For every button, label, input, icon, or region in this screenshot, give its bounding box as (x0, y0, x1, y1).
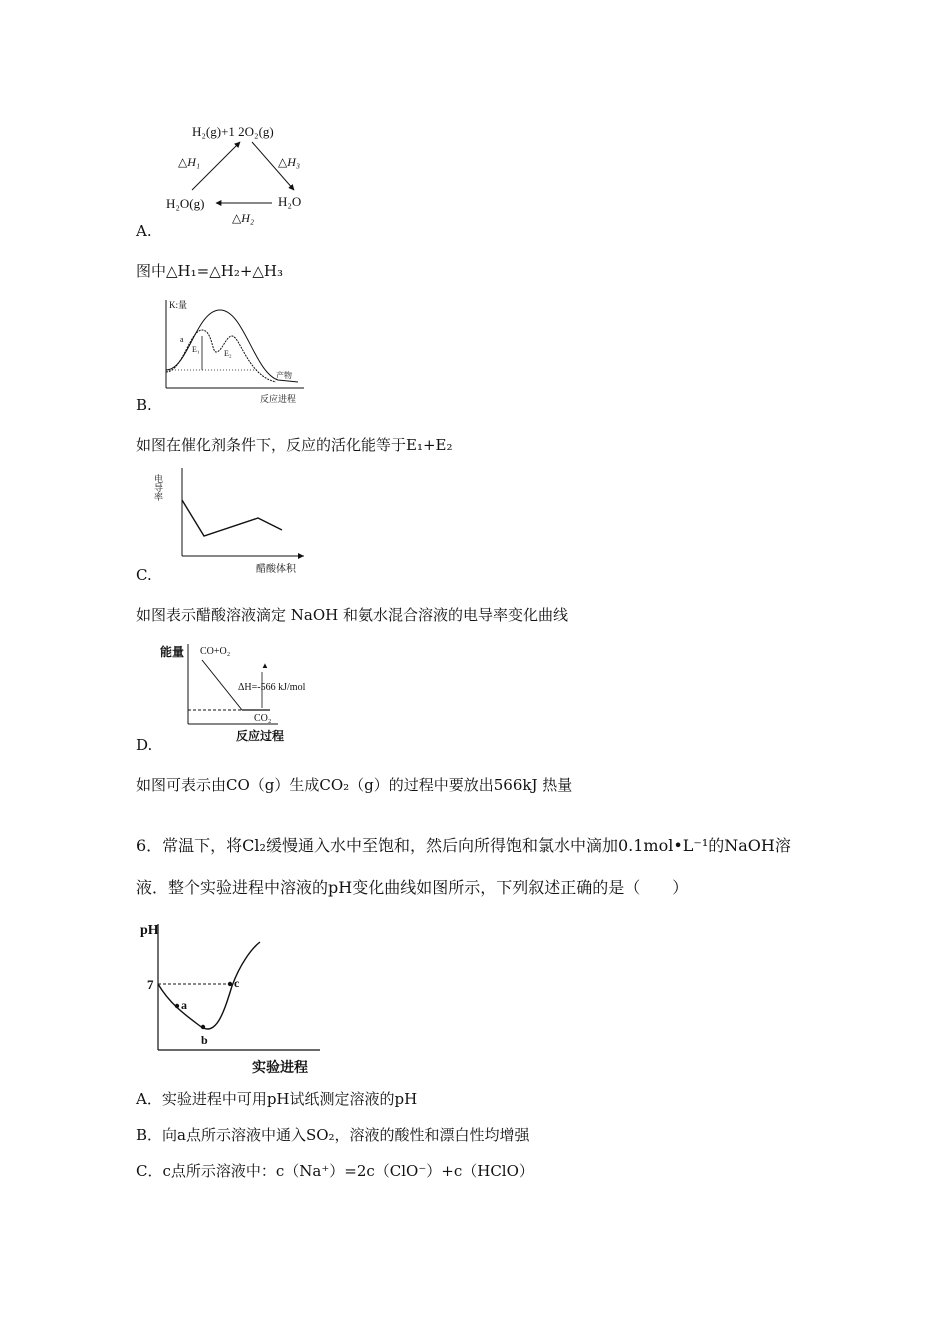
fig-a-right-label: H₂O (278, 194, 302, 209)
figure-q6-ph-curve (140, 918, 330, 1078)
q6-fig-curve (158, 942, 260, 1029)
q6-fig-ylabel: pH (140, 923, 159, 938)
q6-fig-b: b (201, 1033, 208, 1047)
q6-stem-line2: 液．整个实验进程中溶液的pH变化曲线如图所示，下列叙述正确的是（ ） (136, 878, 689, 897)
q6-fig-xlabel: 实验进程 (252, 1061, 308, 1076)
q6-fig-seven: 7 (147, 977, 154, 992)
fig-b-e1: E₁ (192, 345, 200, 354)
q6-fig-a: a (181, 998, 187, 1012)
fig-a-dh2: △H₂ (232, 211, 255, 225)
figure-a-enthalpy-cycle (160, 118, 330, 228)
option-c-letter: C. (136, 566, 152, 584)
fig-a-dh3: △H₃ (278, 155, 301, 169)
fig-d-reactant: CO+O₂ (200, 646, 231, 657)
option-a-statement: 图中△H₁=△H₂+△H₃ (136, 262, 284, 280)
fig-b-a: a (180, 335, 184, 344)
fig-c-ylabel: 电导率 (153, 474, 163, 501)
figure-d-energy (158, 638, 328, 746)
fig-b-ylabel: K:量 (169, 300, 188, 310)
fig-d-ylabel: 能量 (160, 645, 185, 659)
fig-b-product: 产物 (276, 371, 292, 380)
option-d-letter: D. (136, 736, 153, 754)
option-b-statement: 如图在催化剂条件下，反应的活化能等于E₁+E₂ (136, 436, 453, 454)
fig-a-left-label: H₂O(g) (166, 196, 205, 211)
q6-stem-line1: 6．常温下，将Cl₂缓慢通入水中至饱和，然后向所得饱和氯水中滴加0.1mol•L⁻¹的NaOH溶 (136, 836, 791, 855)
fig-c-xlabel: 醋酸体积 (256, 564, 296, 575)
svg-text:▲: ▲ (261, 661, 269, 670)
option-a-letter: A. (136, 222, 152, 240)
q6-fig-c: c (234, 976, 240, 990)
fig-d-dh: ΔH=-566 kJ/mol (238, 682, 306, 693)
q6-choice-c: C．c点所示溶液中：c（Na⁺）=2c（ClO⁻）+c（HClO） (136, 1162, 534, 1180)
fig-d-product: CO₂ (254, 713, 272, 724)
fig-d-xlabel: 反应过程 (236, 729, 285, 743)
option-d-statement: 如图可表示由CO（g）生成CO₂（g）的过程中要放出566kJ 热量 (136, 776, 573, 794)
fig-b-xlabel: 反应进程 (260, 394, 297, 404)
q6-choice-b: B．向a点所示溶液中通入SO₂，溶液的酸性和漂白性均增强 (136, 1126, 530, 1144)
q6-choice-a: A．实验进程中可用pH试纸测定溶液的pH (136, 1090, 418, 1108)
fig-a-top-label: H₂(g)+1 2O₂(g) (192, 124, 274, 139)
figure-c-conductivity (153, 464, 308, 576)
option-c-statement: 如图表示醋酸溶液滴定 NaOH 和氨水混合溶液的电导率变化曲线 (136, 606, 568, 624)
option-b-letter: B. (136, 396, 152, 414)
fig-c-curve (182, 500, 282, 536)
fig-a-dh1: △H₁ (178, 155, 201, 169)
fig-b-e2: E₂ (224, 349, 232, 358)
figure-b-energy-profile (158, 296, 308, 408)
